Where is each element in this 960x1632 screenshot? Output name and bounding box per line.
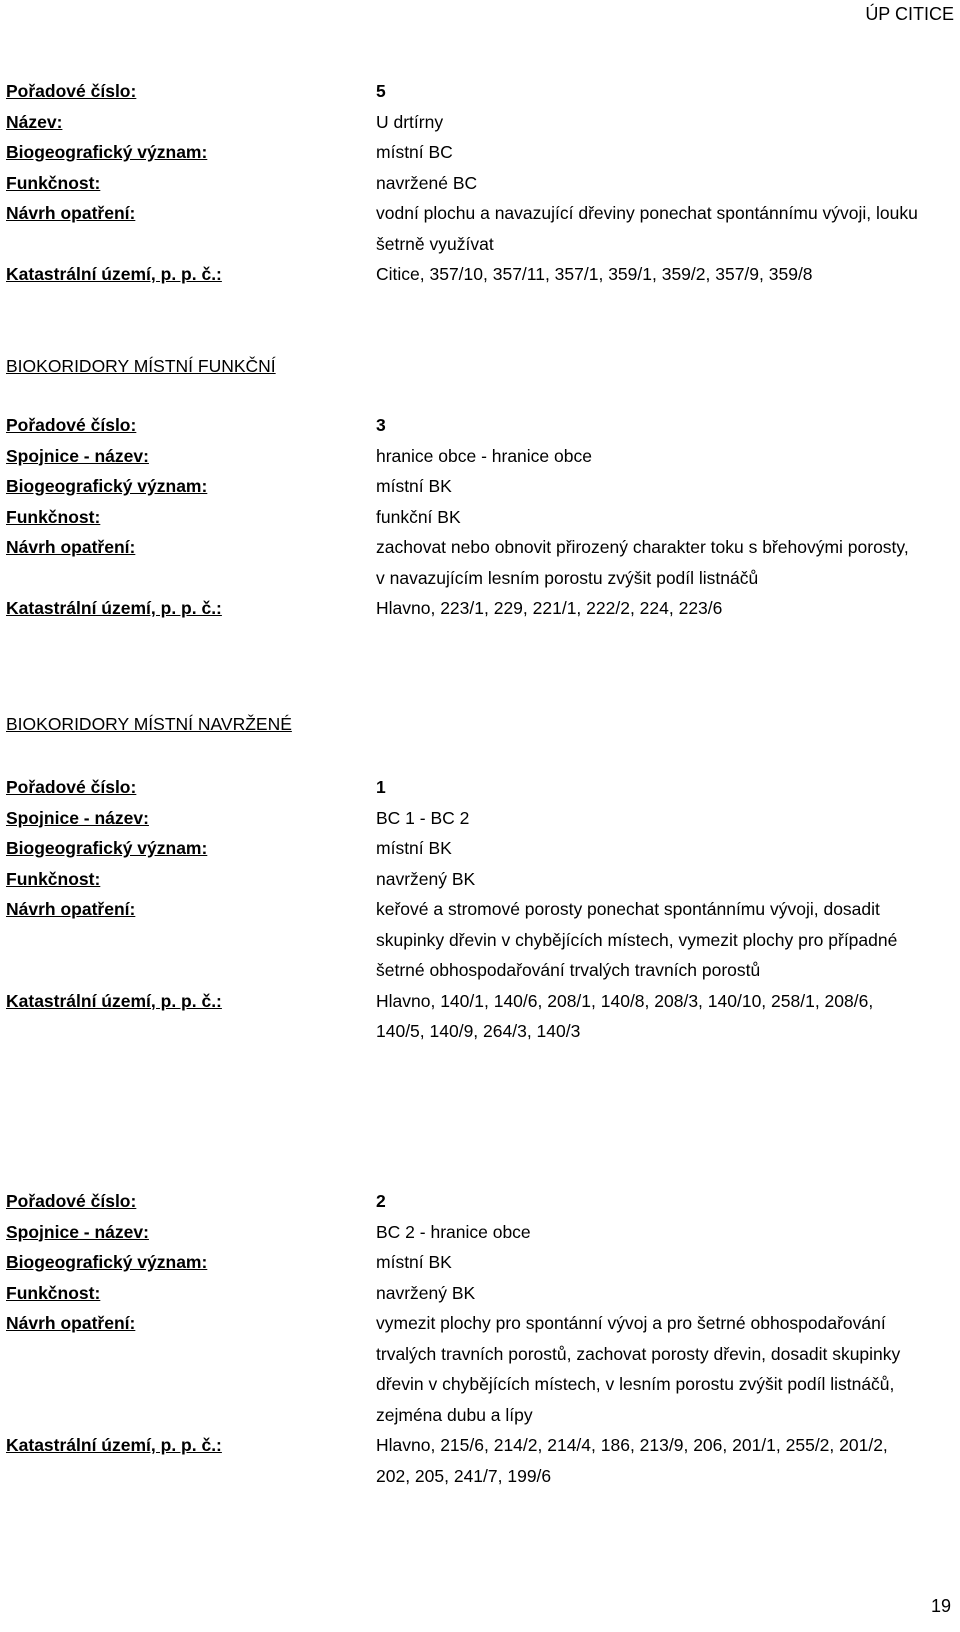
cadastral-value: Hlavno, 140/1, 140/6, 208/1, 140/8, 208/3, 140/10, 258/1, 208/6, 140/5, 140/9, 264/3, 140/3: [376, 990, 874, 1041]
entry-row: [6, 107, 946, 138]
entry-row: [6, 1186, 946, 1217]
entry-row: [6, 1430, 946, 1491]
measures-value: keřové a stromové porosty ponechat spontánnímu vývoji, dosadit skupinky dřevin v chybějících místech, vymezit plochy pro případné šetrné obhospodařování trvalých travních porostů: [376, 899, 898, 980]
entry-row: [6, 593, 946, 624]
significance-value: místní BK: [376, 1252, 452, 1272]
connection-name-label: Spojnice - název:: [6, 445, 149, 466]
page-number: 19: [930, 1596, 951, 1616]
entry-row: [6, 76, 946, 107]
significance-value: místní BC: [376, 142, 453, 162]
entry-row: [6, 803, 946, 834]
significance-label: Biogeografický význam:: [6, 838, 208, 858]
measures-label: Návrh opatření:: [6, 537, 136, 557]
connection-name-label: Spojnice - název:: [6, 807, 149, 828]
entry-row: [6, 410, 946, 441]
connection-name-value: BC 1 - BC 2: [376, 807, 470, 828]
functionality-value: navržené BC: [376, 172, 478, 193]
entry-row: [6, 1308, 946, 1430]
entry-2: [6, 1186, 946, 1491]
entry-5: [6, 76, 946, 290]
cadastral-value: Citice, 357/10, 357/11, 357/1, 359/1, 359/2, 357/9, 359/8: [376, 264, 813, 284]
significance-label: Biogeografický význam:: [6, 1252, 208, 1272]
section-title-funkcni: BIOKORIDORY MÍSTNÍ FUNKČNÍ: [6, 356, 276, 376]
ordinal-label: Pořadové číslo:: [6, 1191, 137, 1211]
entry-row: [6, 833, 946, 864]
ordinal-value: 3: [376, 415, 386, 435]
entry-row: [6, 168, 946, 199]
measures-label: Návrh opatření:: [6, 899, 136, 919]
ordinal-value: 5: [376, 81, 386, 101]
significance-label: Biogeografický význam:: [6, 142, 208, 162]
entry-row: [6, 259, 946, 290]
significance-value: místní BK: [376, 838, 452, 858]
section-title-navrzene: BIOKORIDORY MÍSTNÍ NAVRŽENÉ: [6, 714, 292, 734]
entry-row: [6, 772, 946, 803]
document-header: ÚP CITICE: [865, 4, 954, 24]
entry-row: [6, 441, 946, 472]
ordinal-value: 2: [376, 1191, 386, 1211]
significance-label: Biogeografický význam:: [6, 476, 208, 496]
entry-row: [6, 894, 946, 986]
cadastral-label: Katastrální území, p. p. č.:: [6, 990, 222, 1011]
functionality-label: Funkčnost:: [6, 1282, 101, 1303]
cadastral-value: Hlavno, 215/6, 214/2, 214/4, 186, 213/9, 206, 201/1, 255/2, 201/2, 202, 205, 241/7, 199/6: [376, 1435, 888, 1486]
measures-label: Návrh opatření:: [6, 1313, 136, 1333]
entry-row: [6, 1278, 946, 1309]
ordinal-label: Pořadové číslo:: [6, 415, 137, 435]
connection-name-value: BC 2 - hranice obce: [376, 1221, 531, 1242]
significance-value: místní BK: [376, 476, 452, 496]
ordinal-value: 1: [376, 777, 386, 797]
functionality-label: Funkčnost:: [6, 172, 101, 193]
measures-value: zachovat nebo obnovit přirozený charakter toku s břehovými porosty, v navazujícím lesním porostu zvýšit podíl listnáčů: [376, 537, 909, 588]
entry-row: [6, 864, 946, 895]
name-value: U drtírny: [376, 111, 444, 132]
cadastral-label: Katastrální území, p. p. č.:: [6, 598, 222, 618]
entry-1: [6, 772, 946, 1047]
connection-name-value: hranice obce - hranice obce: [376, 445, 592, 466]
ordinal-label: Pořadové číslo:: [6, 777, 137, 797]
measures-label: Návrh opatření:: [6, 203, 136, 223]
entry-row: [6, 137, 946, 168]
functionality-value: navržený BK: [376, 1282, 476, 1303]
entry-3: [6, 410, 946, 624]
entry-row: [6, 502, 946, 533]
cadastral-label: Katastrální území, p. p. č.:: [6, 264, 222, 284]
functionality-value: navržený BK: [376, 868, 476, 889]
entry-row: [6, 986, 946, 1047]
connection-name-label: Spojnice - název:: [6, 1221, 149, 1242]
cadastral-value: Hlavno, 223/1, 229, 221/1, 222/2, 224, 223/6: [376, 598, 723, 618]
entry-row: [6, 471, 946, 502]
cadastral-label: Katastrální území, p. p. č.:: [6, 1435, 222, 1455]
functionality-value: funkční BK: [376, 506, 461, 527]
measures-value: vymezit plochy pro spontánní vývoj a pro šetrné obhospodařování trvalých travních porostů, zachovat porosty dřevin, dosadit skupinky dřevin v chybějících místech, v lesním porostu zvýšit podíl listnáčů, zejména dubu a lípy: [376, 1313, 901, 1425]
entry-row: [6, 1217, 946, 1248]
entry-row: [6, 1247, 946, 1278]
ordinal-label: Pořadové číslo:: [6, 81, 137, 101]
name-label: Název:: [6, 111, 63, 132]
functionality-label: Funkčnost:: [6, 506, 101, 527]
functionality-label: Funkčnost:: [6, 868, 101, 889]
measures-value: vodní plochu a navazující dřeviny ponechat spontánnímu vývoji, louku šetrně využívat: [376, 203, 918, 254]
entry-row: [6, 532, 946, 593]
entry-row: [6, 198, 946, 259]
